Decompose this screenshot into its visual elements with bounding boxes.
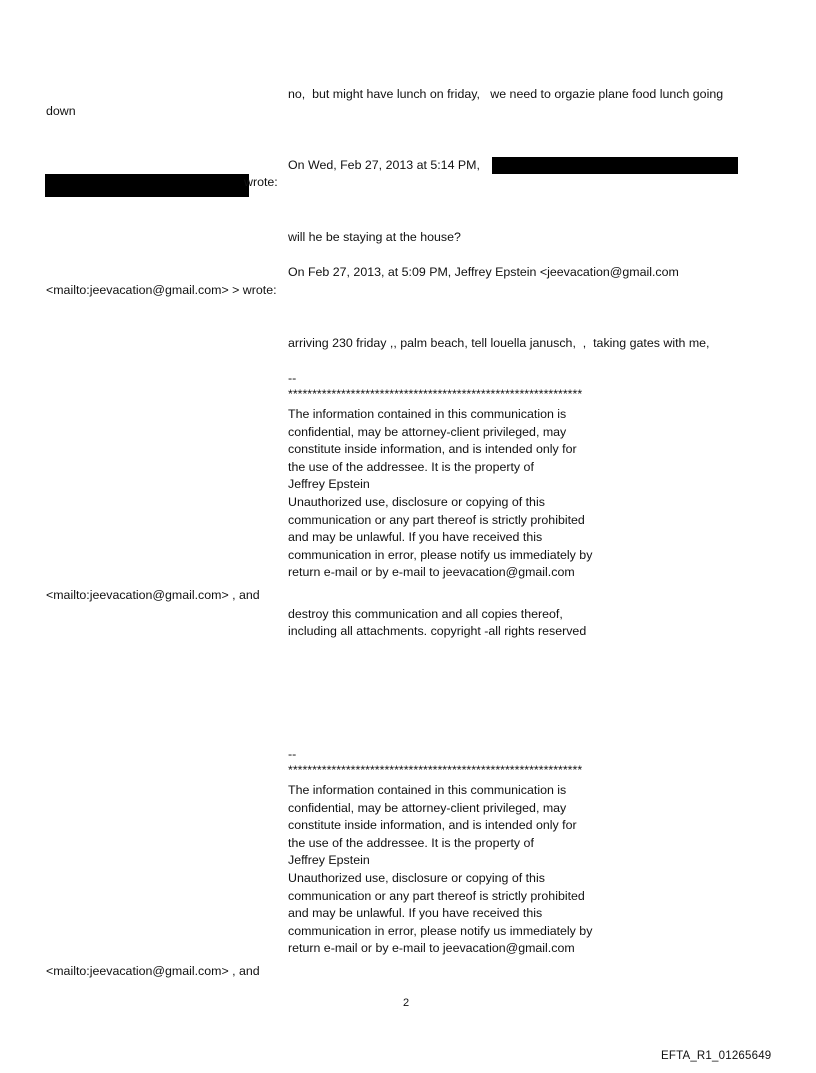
signature-separator: -- xyxy=(288,371,297,385)
quote-header-1: On Wed, Feb 27, 2013 at 5:14 PM, xyxy=(288,158,480,172)
disclaimer-line: communication or any part thereof is strictly prohibited xyxy=(288,513,585,527)
bates-number: EFTA_R1_01265649 xyxy=(661,1050,772,1062)
disclaimer-line: Unauthorized use, disclosure or copying of this xyxy=(288,495,545,509)
disclaimer-line: constitute inside information, and is intended only for xyxy=(288,442,577,456)
disclaimer-line: and may be unlawful. If you have received this xyxy=(288,530,543,544)
disclaimer-line: Jeffrey Epstein xyxy=(288,477,370,491)
disclaimer-line: The information contained in this communication is xyxy=(288,783,567,797)
asterisk-rule: ************************************************************* xyxy=(288,387,583,401)
quote-header-1-wrote: wrote: xyxy=(244,175,278,189)
redaction-bar xyxy=(492,157,738,174)
page-number: 2 xyxy=(403,997,410,1009)
disclaimer-line: confidential, may be attorney-client privileged, may xyxy=(288,801,567,815)
disclaimer-line: Unauthorized use, disclosure or copying of this xyxy=(288,871,545,885)
disclaimer-line: and may be unlawful. If you have received this xyxy=(288,906,543,920)
disclaimer-line: Jeffrey Epstein xyxy=(288,853,370,867)
disclaimer-line: The information contained in this communication is xyxy=(288,407,567,421)
reply-text-line-1: no, but might have lunch on friday, we need to orgazie plane food lunch going xyxy=(288,87,724,101)
disclaimer-line: the use of the addressee. It is the property of xyxy=(288,460,534,474)
disclaimer-line: communication in error, please notify us immediately by xyxy=(288,924,593,938)
disclaimer-line: destroy this communication and all copies thereof, xyxy=(288,607,563,621)
disclaimer-line: return e-mail or by e-mail to jeevacation@gmail.com xyxy=(288,941,575,955)
disclaimer-line: confidential, may be attorney-client privileged, may xyxy=(288,425,567,439)
redaction-bar xyxy=(45,174,249,197)
mailto-line: <mailto:jeevacation@gmail.com> , and xyxy=(46,588,260,602)
disclaimer-line: including all attachments. copyright -all rights reserved xyxy=(288,624,587,638)
disclaimer-line: constitute inside information, and is intended only for xyxy=(288,818,577,832)
reply-text-line-2: down xyxy=(46,104,76,118)
disclaimer-line: return e-mail or by e-mail to jeevacation@gmail.com xyxy=(288,565,575,579)
disclaimer-line: communication or any part thereof is strictly prohibited xyxy=(288,889,585,903)
disclaimer-line: the use of the addressee. It is the property of xyxy=(288,836,534,850)
quote-body-2: arriving 230 friday ,, palm beach, tell louella janusch, , taking gates with me, xyxy=(288,336,710,350)
quote-header-2-line-2: <mailto:jeevacation@gmail.com> > wrote: xyxy=(46,283,277,297)
quote-header-2-line-1: On Feb 27, 2013, at 5:09 PM, Jeffrey Epstein <jeevacation@gmail.com xyxy=(288,265,679,279)
signature-separator: -- xyxy=(288,747,297,761)
quote-body-1: will he be staying at the house? xyxy=(288,230,461,244)
mailto-line: <mailto:jeevacation@gmail.com> , and xyxy=(46,964,260,978)
disclaimer-line: communication in error, please notify us immediately by xyxy=(288,548,593,562)
asterisk-rule: ************************************************************* xyxy=(288,763,583,777)
